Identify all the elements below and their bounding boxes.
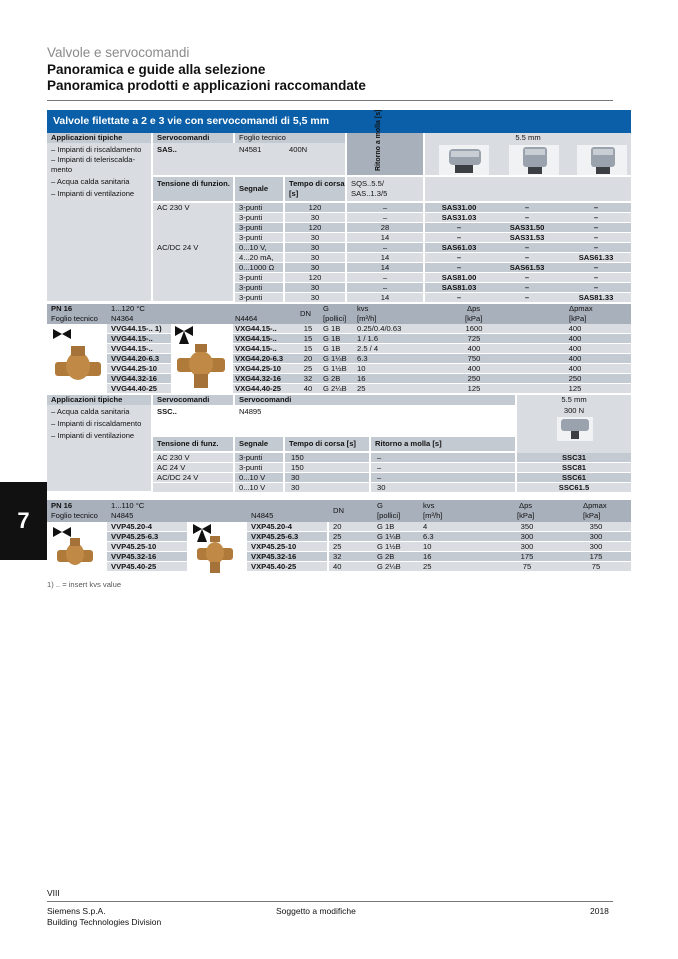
col-actuators: Servocomandi: [157, 133, 210, 142]
signal-cell: 3-punti: [239, 293, 263, 302]
table-row: [47, 384, 631, 394]
valve-2way-cell: VVG44.32-16: [111, 374, 158, 383]
valve-2way-cell: VVP45.25-10: [111, 542, 157, 551]
model-cell: SAS31.53: [509, 233, 545, 242]
dn-cell: 20: [303, 354, 313, 363]
thread-cell: G 2¼B: [323, 384, 347, 393]
model-cell: –: [524, 203, 530, 212]
col-spring-return: Ritorno a molla [s]: [375, 109, 382, 171]
spring-return-cell: 14: [380, 293, 390, 302]
col-g-unit: [pollici]: [377, 511, 401, 520]
run-time-cell: 30: [310, 213, 320, 222]
table-row: [47, 542, 631, 552]
temp-range: 1...110 °C: [111, 501, 145, 510]
actuator-name: SAS..: [157, 145, 177, 154]
footer-rule: [47, 901, 613, 902]
app-item: – Impianti di riscaldamento: [51, 145, 142, 154]
dps-cell: 175: [520, 552, 534, 561]
col-dps-unit: [kPa]: [465, 314, 483, 323]
run-time-cell: 120: [308, 273, 322, 282]
col-dpmax-unit: [kPa]: [569, 314, 587, 323]
valve-3way-cell: VXP45.32-16: [251, 552, 297, 561]
stroke-size: 5.5 mm: [561, 395, 587, 404]
spring-return-cell: 30: [377, 483, 386, 492]
col-dps-unit: [kPa]: [517, 511, 535, 520]
table-row: [47, 273, 631, 283]
valve-3way-cell: VXG44.20-6.3: [235, 354, 284, 363]
dpmax-cell: 125: [568, 384, 582, 393]
app-item: – Impianti di ventilazione: [51, 189, 135, 198]
model-cell: –: [593, 283, 599, 292]
col-dn: DN: [300, 309, 311, 318]
dpmax-cell: 350: [589, 522, 603, 531]
kvs-cell: 6.3: [423, 532, 434, 541]
col-signal: Segnale: [239, 184, 269, 193]
dn-cell: 25: [333, 532, 342, 541]
dps-cell: 750: [467, 354, 481, 363]
spring-return-cell: –: [382, 203, 388, 212]
valve-2way-cell: VVG44.15-..: [111, 334, 153, 343]
dps-cell: 300: [520, 532, 534, 541]
dps-cell: 125: [467, 384, 481, 393]
voltage-cell: AC/DC 24 V: [157, 473, 199, 482]
kvs-cell: 16: [423, 552, 432, 561]
thread-cell: G 1B: [323, 334, 341, 343]
table-row: [47, 453, 631, 463]
valve-3way-cell: VXG44.25-10: [235, 364, 282, 373]
model-cell: –: [456, 253, 462, 262]
actuator-image-sas61: [577, 145, 627, 175]
kvs-cell: 4: [423, 522, 428, 531]
dn-cell: 25: [303, 364, 313, 373]
dpmax-cell: 400: [568, 354, 582, 363]
table-row: [47, 223, 631, 233]
table-row: [47, 364, 631, 374]
sqs-note-2: SAS..1.3/5: [351, 189, 388, 198]
run-time-cell: 30: [291, 483, 300, 492]
col-spring-return: Ritorno a molla [s]: [375, 439, 442, 448]
col-run-time: Tempo di corsa [s]: [289, 439, 356, 448]
footnote: 1) .. = insert kvs value: [47, 580, 122, 589]
dpmax-cell: 175: [589, 552, 603, 561]
dn-cell: 32: [303, 374, 313, 383]
run-time-cell: 30: [310, 263, 320, 272]
kvs-cell: 6.3: [357, 354, 368, 363]
thread-cell: G 2B: [377, 552, 395, 561]
spring-return-cell: –: [377, 453, 382, 462]
dpmax-cell: 300: [589, 532, 603, 541]
col-voltage: Tensione di funz.: [157, 439, 219, 448]
valve-2way-cell: VVG44.15-.. 1): [111, 324, 162, 333]
signal-cell: 3-punti: [239, 203, 263, 212]
kvs-cell: 10: [357, 364, 366, 373]
actuator-name: SSC..: [157, 407, 177, 416]
model-cell: –: [524, 283, 530, 292]
table-row: [47, 263, 631, 273]
valve-3way-cell: VXP45.25-10: [251, 542, 297, 551]
valve-3way-cell: VXP45.25-6.3: [251, 532, 299, 541]
temp-range: 1...120 °C: [111, 304, 145, 313]
signal-cell: 3-punti: [239, 223, 263, 232]
model-cell: –: [456, 293, 462, 302]
kvs-cell: 16: [357, 374, 366, 383]
col-g: G: [323, 304, 329, 313]
table-row: [47, 483, 631, 493]
model-cell: –: [593, 263, 599, 272]
datasheet-number: N4895: [239, 407, 262, 416]
kvs-cell: 25: [357, 384, 366, 393]
valve-3way-cell: VXG44.32-16: [235, 374, 282, 383]
model-cell: –: [456, 223, 462, 232]
table-row: [47, 293, 631, 303]
model-cell: SSC31: [561, 453, 587, 462]
model-cell: SAS61.03: [441, 243, 477, 252]
table-row: [47, 283, 631, 293]
model-cell: SAS31.03: [441, 213, 477, 222]
table-row: [47, 203, 631, 213]
kvs-cell: 25: [423, 562, 432, 571]
dps-cell: 725: [467, 334, 481, 343]
col-dps: Δps: [519, 501, 533, 510]
app-item: mento: [51, 165, 73, 174]
run-time-cell: 30: [310, 243, 320, 252]
table-row: [47, 213, 631, 223]
valve-3way-cell: VXG44.15-..: [235, 334, 277, 343]
col-applications: Applicazioni tipiche: [51, 395, 123, 404]
col-kvs-unit: [m³/h]: [423, 511, 443, 520]
table-row: [47, 253, 631, 263]
col-voltage: Tensione di funzion.: [157, 179, 230, 188]
footer-notice: Soggetto a modifiche: [276, 906, 356, 916]
run-time-cell: 120: [308, 223, 322, 232]
thread-cell: G 2B: [323, 374, 341, 383]
run-time-cell: 30: [310, 233, 320, 242]
table-row: [47, 243, 631, 253]
table-row: [47, 532, 631, 542]
voltage-cell: AC 24 V: [157, 463, 186, 472]
dpmax-cell: 400: [568, 334, 582, 343]
dn-cell: 15: [303, 344, 313, 353]
model-cell: –: [524, 243, 530, 252]
col-dpmax: Δpmax: [569, 304, 593, 313]
table-row: [47, 473, 631, 483]
signal-cell: 0...10 V,: [239, 243, 267, 252]
datasheet-label: Foglio tecnico: [51, 511, 98, 520]
dn-cell: 32: [333, 552, 342, 561]
valve-2way-cell: VVP45.25-6.3: [111, 532, 159, 541]
valve-2way-cell: VVP45.20-4: [111, 522, 152, 531]
signal-cell: 0...1000 Ω: [239, 263, 275, 272]
footer-company: Siemens S.p.A.: [47, 906, 106, 916]
app-item: – Acqua calda sanitaria: [51, 407, 130, 416]
dn-cell: 20: [333, 522, 342, 531]
dn-cell: 40: [303, 384, 313, 393]
model-cell: –: [524, 213, 530, 222]
model-cell: –: [456, 263, 462, 272]
dps-cell: 300: [520, 542, 534, 551]
model-cell: SSC81: [561, 463, 587, 472]
col-actuators: Servocomandi: [157, 395, 210, 404]
signal-cell: 0...10 V: [239, 473, 266, 482]
valve-2way-cell: VVG44.40-25: [111, 384, 158, 393]
dpmax-cell: 400: [568, 344, 582, 353]
table-row: [47, 324, 631, 334]
model-cell: SAS61.53: [509, 263, 545, 272]
thread-cell: G 2¼B: [377, 562, 401, 571]
signal-cell: 4...20 mA,: [239, 253, 274, 262]
spring-return-cell: 28: [380, 223, 390, 232]
spring-return-cell: 14: [380, 263, 390, 272]
header-subtitle: Panoramica prodotti e applicazioni raccomandate: [47, 78, 366, 93]
valve-3way-cell: VXP45.20-4: [251, 522, 292, 531]
page-number: VIII: [47, 888, 60, 898]
header-category: Valvole e servocomandi: [47, 45, 190, 60]
valve-2way-cell: VVG44.20-6.3: [111, 354, 160, 363]
spring-return-cell: –: [377, 473, 382, 482]
run-time-cell: 30: [310, 293, 320, 302]
table-row: [47, 552, 631, 562]
datasheet-label: Foglio tecnico: [51, 314, 98, 323]
signal-cell: 0...10 V: [239, 483, 266, 492]
model-cell: SAS81.33: [578, 293, 614, 302]
signal-cell: 3-punti: [239, 463, 263, 472]
app-item: – Impianti di ventilazione: [51, 431, 135, 440]
kvs-cell: 2.5 / 4: [357, 344, 379, 353]
valve-2way-cell: VVP45.40-25: [111, 562, 157, 571]
table-row: [47, 334, 631, 344]
col-signal: Segnale: [239, 439, 269, 448]
signal-cell: 3-punti: [239, 213, 263, 222]
kvs-cell: 10: [423, 542, 432, 551]
datasheet-2way: N4845: [111, 511, 134, 520]
run-time-cell: 30: [291, 473, 300, 482]
run-time-cell: 30: [310, 253, 320, 262]
stroke-size: 5.5 mm: [515, 133, 541, 142]
voltage-cell: AC 230 V: [157, 453, 190, 462]
dps-cell: 75: [522, 562, 532, 571]
header-rule: [47, 100, 613, 101]
col-applications: Applicazioni tipiche: [51, 133, 123, 142]
model-cell: –: [524, 293, 530, 302]
run-time-cell: 150: [291, 463, 304, 472]
dps-cell: 400: [467, 364, 481, 373]
app-item: – Acqua calda sanitaria: [51, 177, 130, 186]
table-row: [47, 233, 631, 243]
pressure-rating: PN 16: [51, 304, 73, 313]
datasheet-2way: N4364: [111, 314, 134, 323]
datasheet-number: N4581: [239, 145, 262, 154]
dn-cell: 15: [303, 334, 313, 343]
actuator-image-sas31: [439, 145, 489, 175]
model-cell: –: [593, 203, 599, 212]
voltage-cell: AC 230 V: [157, 203, 190, 212]
signal-cell: 3-punti: [239, 233, 263, 242]
model-cell: –: [593, 213, 599, 222]
col-actuators-2: Servocomandi: [239, 395, 292, 404]
thread-cell: G 1¼B: [323, 354, 347, 363]
dn-cell: 25: [333, 542, 342, 551]
dps-cell: 400: [467, 344, 481, 353]
spring-return-cell: 14: [380, 233, 390, 242]
col-kvs-unit: [m³/h]: [357, 314, 377, 323]
col-run-time: Tempo di corsa [s]: [289, 179, 345, 198]
dps-cell: 1600: [465, 324, 483, 333]
model-cell: –: [524, 253, 530, 262]
col-kvs: kvs: [357, 304, 369, 313]
dpmax-cell: 300: [589, 542, 603, 551]
model-cell: –: [456, 233, 462, 242]
model-cell: –: [593, 273, 599, 282]
actuator-image-ssc: [557, 417, 593, 441]
valve-3way-cell: VXP45.40-25: [251, 562, 297, 571]
run-time-cell: 150: [291, 453, 304, 462]
datasheet-3way: N4845: [251, 511, 274, 520]
col-dpmax-unit: [kPa]: [583, 511, 601, 520]
valve-2way-cell: VVG44.15-..: [111, 344, 153, 353]
valve-3way-cell: VXG44.40-25: [235, 384, 282, 393]
run-time-cell: 30: [310, 283, 320, 292]
spring-return-cell: –: [382, 283, 388, 292]
thread-cell: G 1½B: [323, 364, 347, 373]
model-cell: –: [593, 233, 599, 242]
footer-division: Building Technologies Division: [47, 917, 162, 927]
table-row: [47, 374, 631, 384]
pressure-rating: PN 16: [51, 501, 73, 510]
model-cell: SAS81.03: [441, 283, 477, 292]
col-g-unit: [pollici]: [323, 314, 347, 323]
kvs-cell: 1 / 1.6: [357, 334, 379, 343]
model-cell: SAS31.50: [509, 223, 545, 232]
valve-3way-cell: VXG44.15-..: [235, 324, 277, 333]
dps-cell: 250: [467, 374, 481, 383]
model-cell: SAS61.33: [578, 253, 614, 262]
valve-2way-cell: VVG44.25-10: [111, 364, 158, 373]
kvs-cell: 0.25/0.4/0.63: [357, 324, 402, 333]
spring-return-cell: –: [382, 243, 388, 252]
thread-cell: G 1B: [377, 522, 395, 531]
dpmax-cell: 400: [568, 364, 582, 373]
model-cell: SSC61.5: [558, 483, 590, 492]
dpmax-cell: 75: [591, 562, 601, 571]
dps-cell: 350: [520, 522, 534, 531]
actuator-force: 400N: [289, 145, 308, 154]
model-cell: –: [593, 223, 599, 232]
dpmax-cell: 400: [568, 324, 582, 333]
model-cell: –: [593, 243, 599, 252]
thread-cell: G 1½B: [377, 542, 401, 551]
actuator-image-sas31-5: [509, 145, 559, 175]
app-item: – Impianti di teleriscalda-: [51, 155, 135, 164]
col-kvs: kvs: [423, 501, 435, 510]
dpmax-cell: 250: [568, 374, 582, 383]
spring-return-cell: 14: [380, 253, 390, 262]
chapter-tab: 7: [0, 482, 47, 560]
thread-cell: G 1B: [323, 324, 341, 333]
header-title: Panoramica e guide alla selezione: [47, 62, 266, 77]
table-row: [47, 562, 631, 572]
valve-2way-cell: VVP45.32-16: [111, 552, 157, 561]
spring-return-cell: –: [382, 273, 388, 282]
col-datasheet: Foglio tecnico: [239, 133, 286, 142]
table-row: [47, 522, 631, 532]
col-dn: DN: [333, 506, 344, 515]
model-cell: SAS31.00: [441, 203, 477, 212]
col-dpmax: Δpmax: [583, 501, 607, 510]
section-title-bar: Valvole filettate a 2 e 3 vie con servocomandi di 5,5 mm: [47, 110, 631, 133]
signal-cell: 3-punti: [239, 283, 263, 292]
spring-return-cell: –: [382, 213, 388, 222]
run-time-cell: 120: [308, 203, 322, 212]
actuator-force: 300 N: [563, 406, 585, 415]
col-g: G: [377, 501, 383, 510]
voltage-cell: AC/DC 24 V: [157, 243, 199, 252]
col-dps: Δps: [467, 304, 481, 313]
table-row: [47, 344, 631, 354]
valve-3way-cell: VXG44.15-..: [235, 344, 277, 353]
model-cell: SAS81.00: [441, 273, 477, 282]
thread-cell: G 1¼B: [377, 532, 401, 541]
model-cell: –: [524, 273, 530, 282]
signal-cell: 3-punti: [239, 273, 263, 282]
footer-year: 2018: [590, 906, 609, 916]
dn-cell: 40: [333, 562, 342, 571]
spring-return-cell: –: [377, 463, 382, 472]
datasheet-3way: N4464: [235, 314, 258, 323]
dn-cell: 15: [303, 324, 313, 333]
table-row: [47, 354, 631, 364]
model-cell: SSC61: [561, 473, 587, 482]
signal-cell: 3-punti: [239, 453, 263, 462]
sqs-note-1: SQS..5.5/: [351, 179, 384, 188]
app-item: – Impianti di riscaldamento: [51, 419, 142, 428]
table-row: [47, 463, 631, 473]
thread-cell: G 1B: [323, 344, 341, 353]
